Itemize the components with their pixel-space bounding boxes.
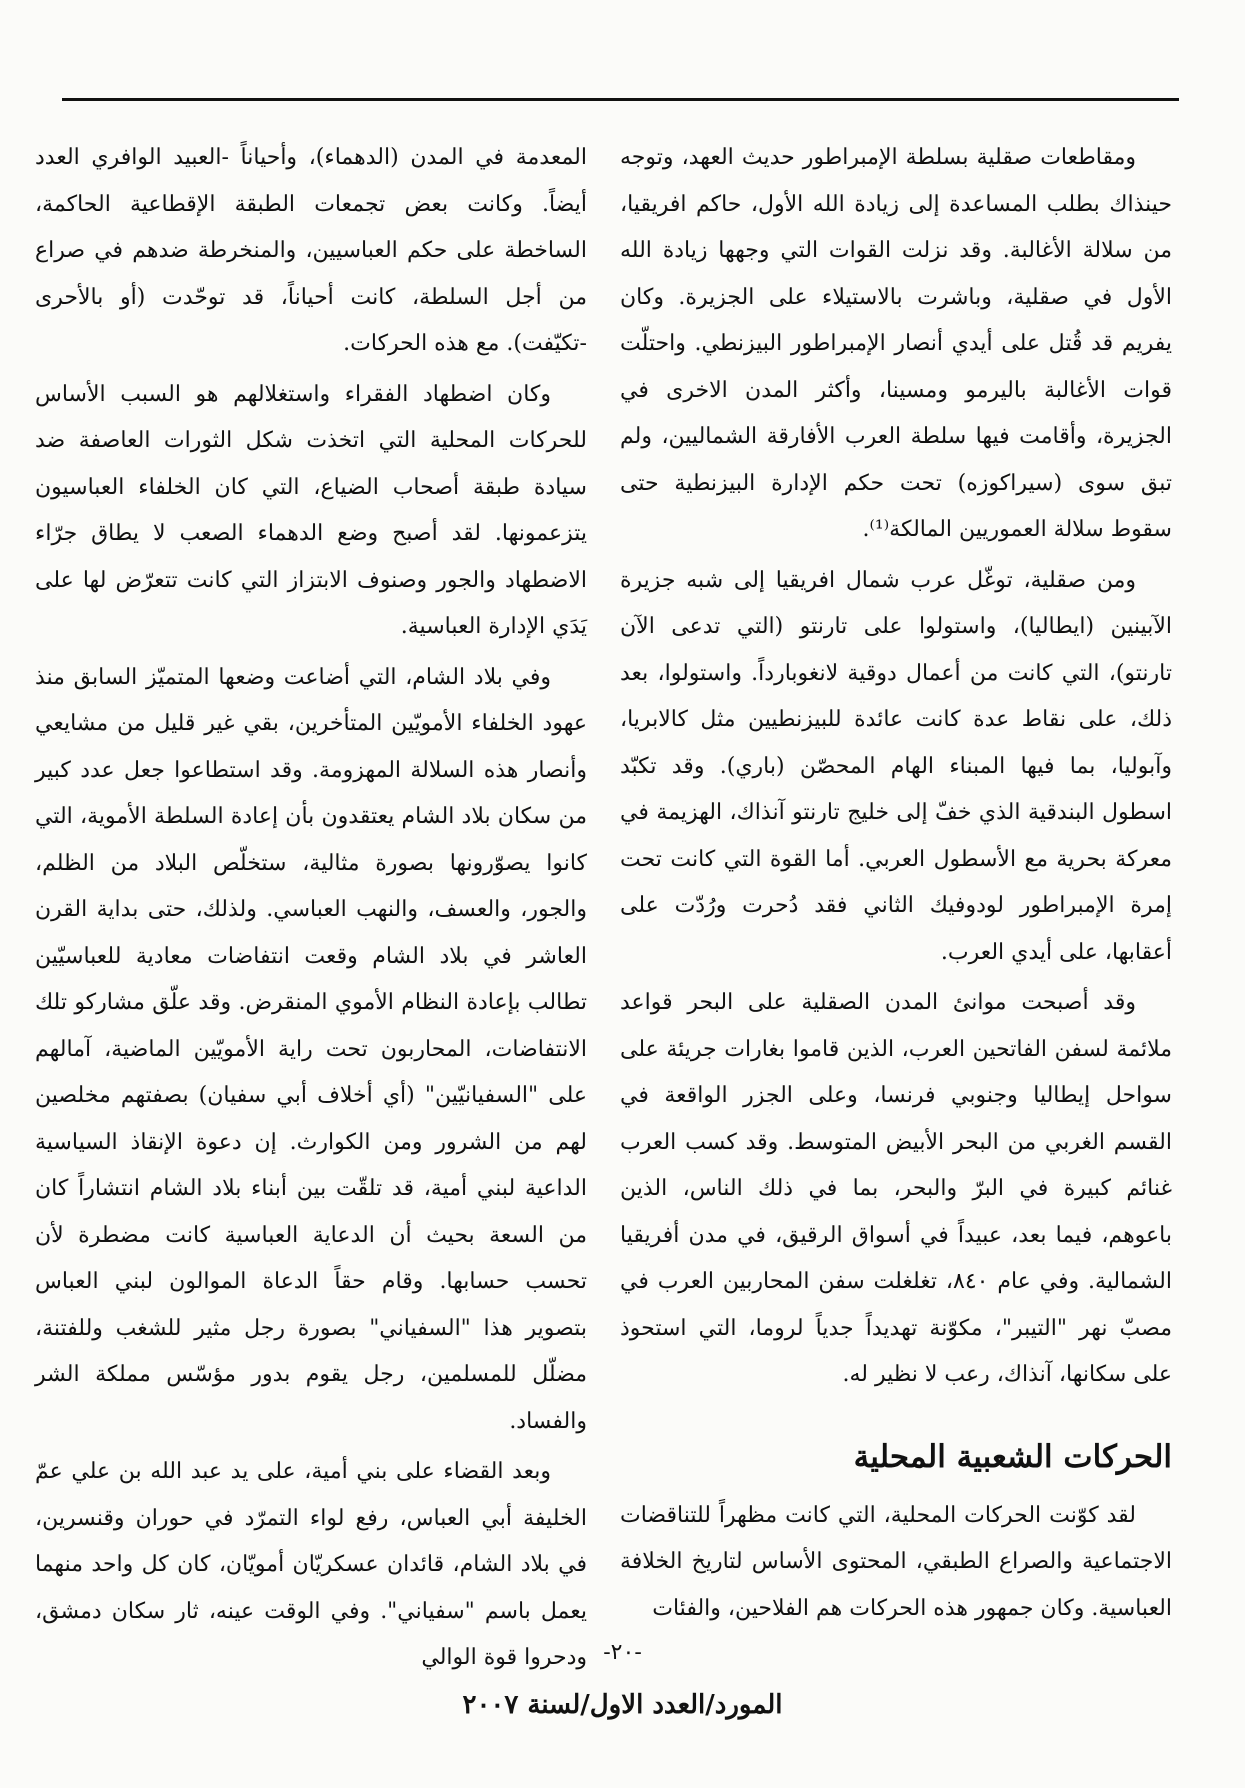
journal-footer: المورد/العدد الاول/لسنة ٢٠٠٧ (462, 1690, 783, 1720)
paragraph: لقد كوّنت الحركات المحلية، التي كانت مظهراً للتناقضات الاجتماعية والصراع الطبقي، المحتوى الأساس لتاريخ الخلافة العباسية. وكان جمهور هذه الحركات هم الفلاحين، والفئات (620, 1502, 1172, 1621)
paragraph: ومقاطعات صقلية بسلطة الإمبراطور حديث العهد، وتوجه حينذاك بطلب المساعدة إلى زيادة الله الأول، حاكم افريقيا، من سلالة الأغالبة. وقد نزلت القوات التي وجهها زيادة الله الأول في صقلية، وباشرت بالاستيلاء على الجزيرة. وكان يفريم قد قُتل على أيدي أنصار الإمبراطور البيزنطي. واحتلّت قوات الأغالبة باليرمو ومسينا، وأكثر المدن الاخرى في الجزيرة، وأقامت فيها سلطة العرب الأفارقة الشماليين، ولم تبق سوى (سيراكوزه) تحت حكم الإدارة البيزنطية حتى سقوط سلالة العموريين المالكة⁽¹⁾. (620, 145, 1172, 542)
paragraph: ومن صقلية، توغّل عرب شمال افريقيا إلى شبه جزيرة الآبينين (ايطاليا)، واستولوا على تارنتو (التي تدعى الآن تارنتو)، التي كانت من أعمال دوقية لانغوبارداً. واستولوا، بعد ذلك، على نقاط عدة كانت عائدة للبيزنطيين مثل كالابريا، وآبوليا، بما فيها المبناء الهام المحصّن (باري). وقد تكبّد اسطول البندقية الذي خفّ إلى خليج تارنتو آنذاك، الهزيمة في معركة بحرية مع الأسطول العربي. أما القوة التي كانت تحت إمرة الإمبراطور لودوفيك الثاني فقد دُحرت ورُدّت على أعقابها، على أيدي العرب. (620, 567, 1172, 965)
paragraph: وقد أصبحت موانئ المدن الصقلية على البحر قواعد ملائمة لسفن الفاتحين العرب، الذين قاموا بغارات جريئة على سواحل إيطاليا وجنوبي فرنسا، وعلى الجزر الواقعة في القسم الغربي من البحر الأبيض المتوسط. وقد كسب العرب غنائم كبيرة في البرّ والبحر، بما في ذلك الناس، الذين باعوهم، فيما بعد، عبيداً في أسواق الرقيق، في مدن أفريقيا الشمالية. وفي عام ٨٤٠، تغلغلت سفن المحاربين العرب في مصبّ نهر "التيبر"، مكوّنة تهديداً جدياً لروما، التي استحوذ على سكانها، آنذاك، رعب لا نظير له. (620, 990, 1172, 1387)
paragraph: المعدمة في المدن (الدهماء)، وأحياناً -العبيد الوافري العدد أيضاً. وكانت بعض تجمعات الطبقة الإقطاعية الحاكمة، الساخطة على حكم العباسيين، والمنخرطة ضدهم في صراع من أجل السلطة، كانت أحياناً، قد توحّدت (أو بالأحرى -تكيّفت). مع هذه الحركات. (35, 145, 587, 356)
paragraph: وفي بلاد الشام، التي أضاعت وضعها المتميّز السابق منذ عهود الخلفاء الأمويّين المتأخرين، بقي غير قليل من مشايعي وأنصار هذه السلالة المهزومة. وقد استطاعوا جعل عدد كبير من سكان بلاد الشام يعتقدون بأن إعادة السلطة الأموية، التي كانوا يصوّرونها بصورة مثالية، ستخلّص البلاد من الظلم، والجور، والعسف، والنهب العباسي. ولذلك، حتى بداية القرن العاشر في بلاد الشام وقعت انتفاضات معادية للعباسيّين تطالب بإعادة النظام الأموي المنقرض. وقد علّق مشاركو تلك الانتفاضات، المحاربون تحت راية الأمويّين الماضية، آمالهم على "السفيانيّين" (أي أخلاف أبي سفيان) بصفتهم مخلصين لهم من الشرور ومن الكوارث. إن دعوة الإنقاذ السياسية الداعية لبني أمية، قد تلقّت بين أبناء بلاد الشام انتشاراً كان من السعة بحيث أن الدعاية العباسية كانت مضطرة لأن تحسب حسابها. وقام حقاً الدعاة الموالون لبني العباس بتصوير هذا "السفياني" بصورة رجل مثير للشغب وللفتنة، مضلّل للمسلمين، رجل يقوم بدور مؤسّس مملكة الشر والفساد. (35, 664, 587, 1434)
paragraph: وبعد القضاء على بني أمية، على يد عبد الله بن علي عمّ الخليفة أبي العباس، رفع لواء التمرّد في حوران وقنسرين، في بلاد الشام، قائدان عسكريّان أمويّان، كان كل واحد منهما يعمل باسم "سفياني". وفي الوقت عينه، ثار سكان دمشق، ودحروا قوة الوالي (35, 1459, 587, 1670)
top-rule (62, 98, 1179, 101)
left-column (35, 135, 587, 1686)
right-column (620, 135, 1172, 1636)
page-number: -٢٠- (603, 1640, 642, 1665)
section-heading: الحركات الشعبية المحلية (853, 1438, 1172, 1475)
paragraph: وكان اضطهاد الفقراء واستغلالهم هو السبب الأساس للحركات المحلية التي اتخذت شكل الثورات العاصفة ضد سيادة طبقة أصحاب الضياع، التي كان الخلفاء العباسيون يتزعمونها. لقد أصبح وضع الدهماء الصعب لا يطاق جرّاء الاضطهاد والجور وصنوف الابتزاز التي كانت تتعرّض لها على يَدَي الإدارة العباسية. (35, 381, 587, 639)
